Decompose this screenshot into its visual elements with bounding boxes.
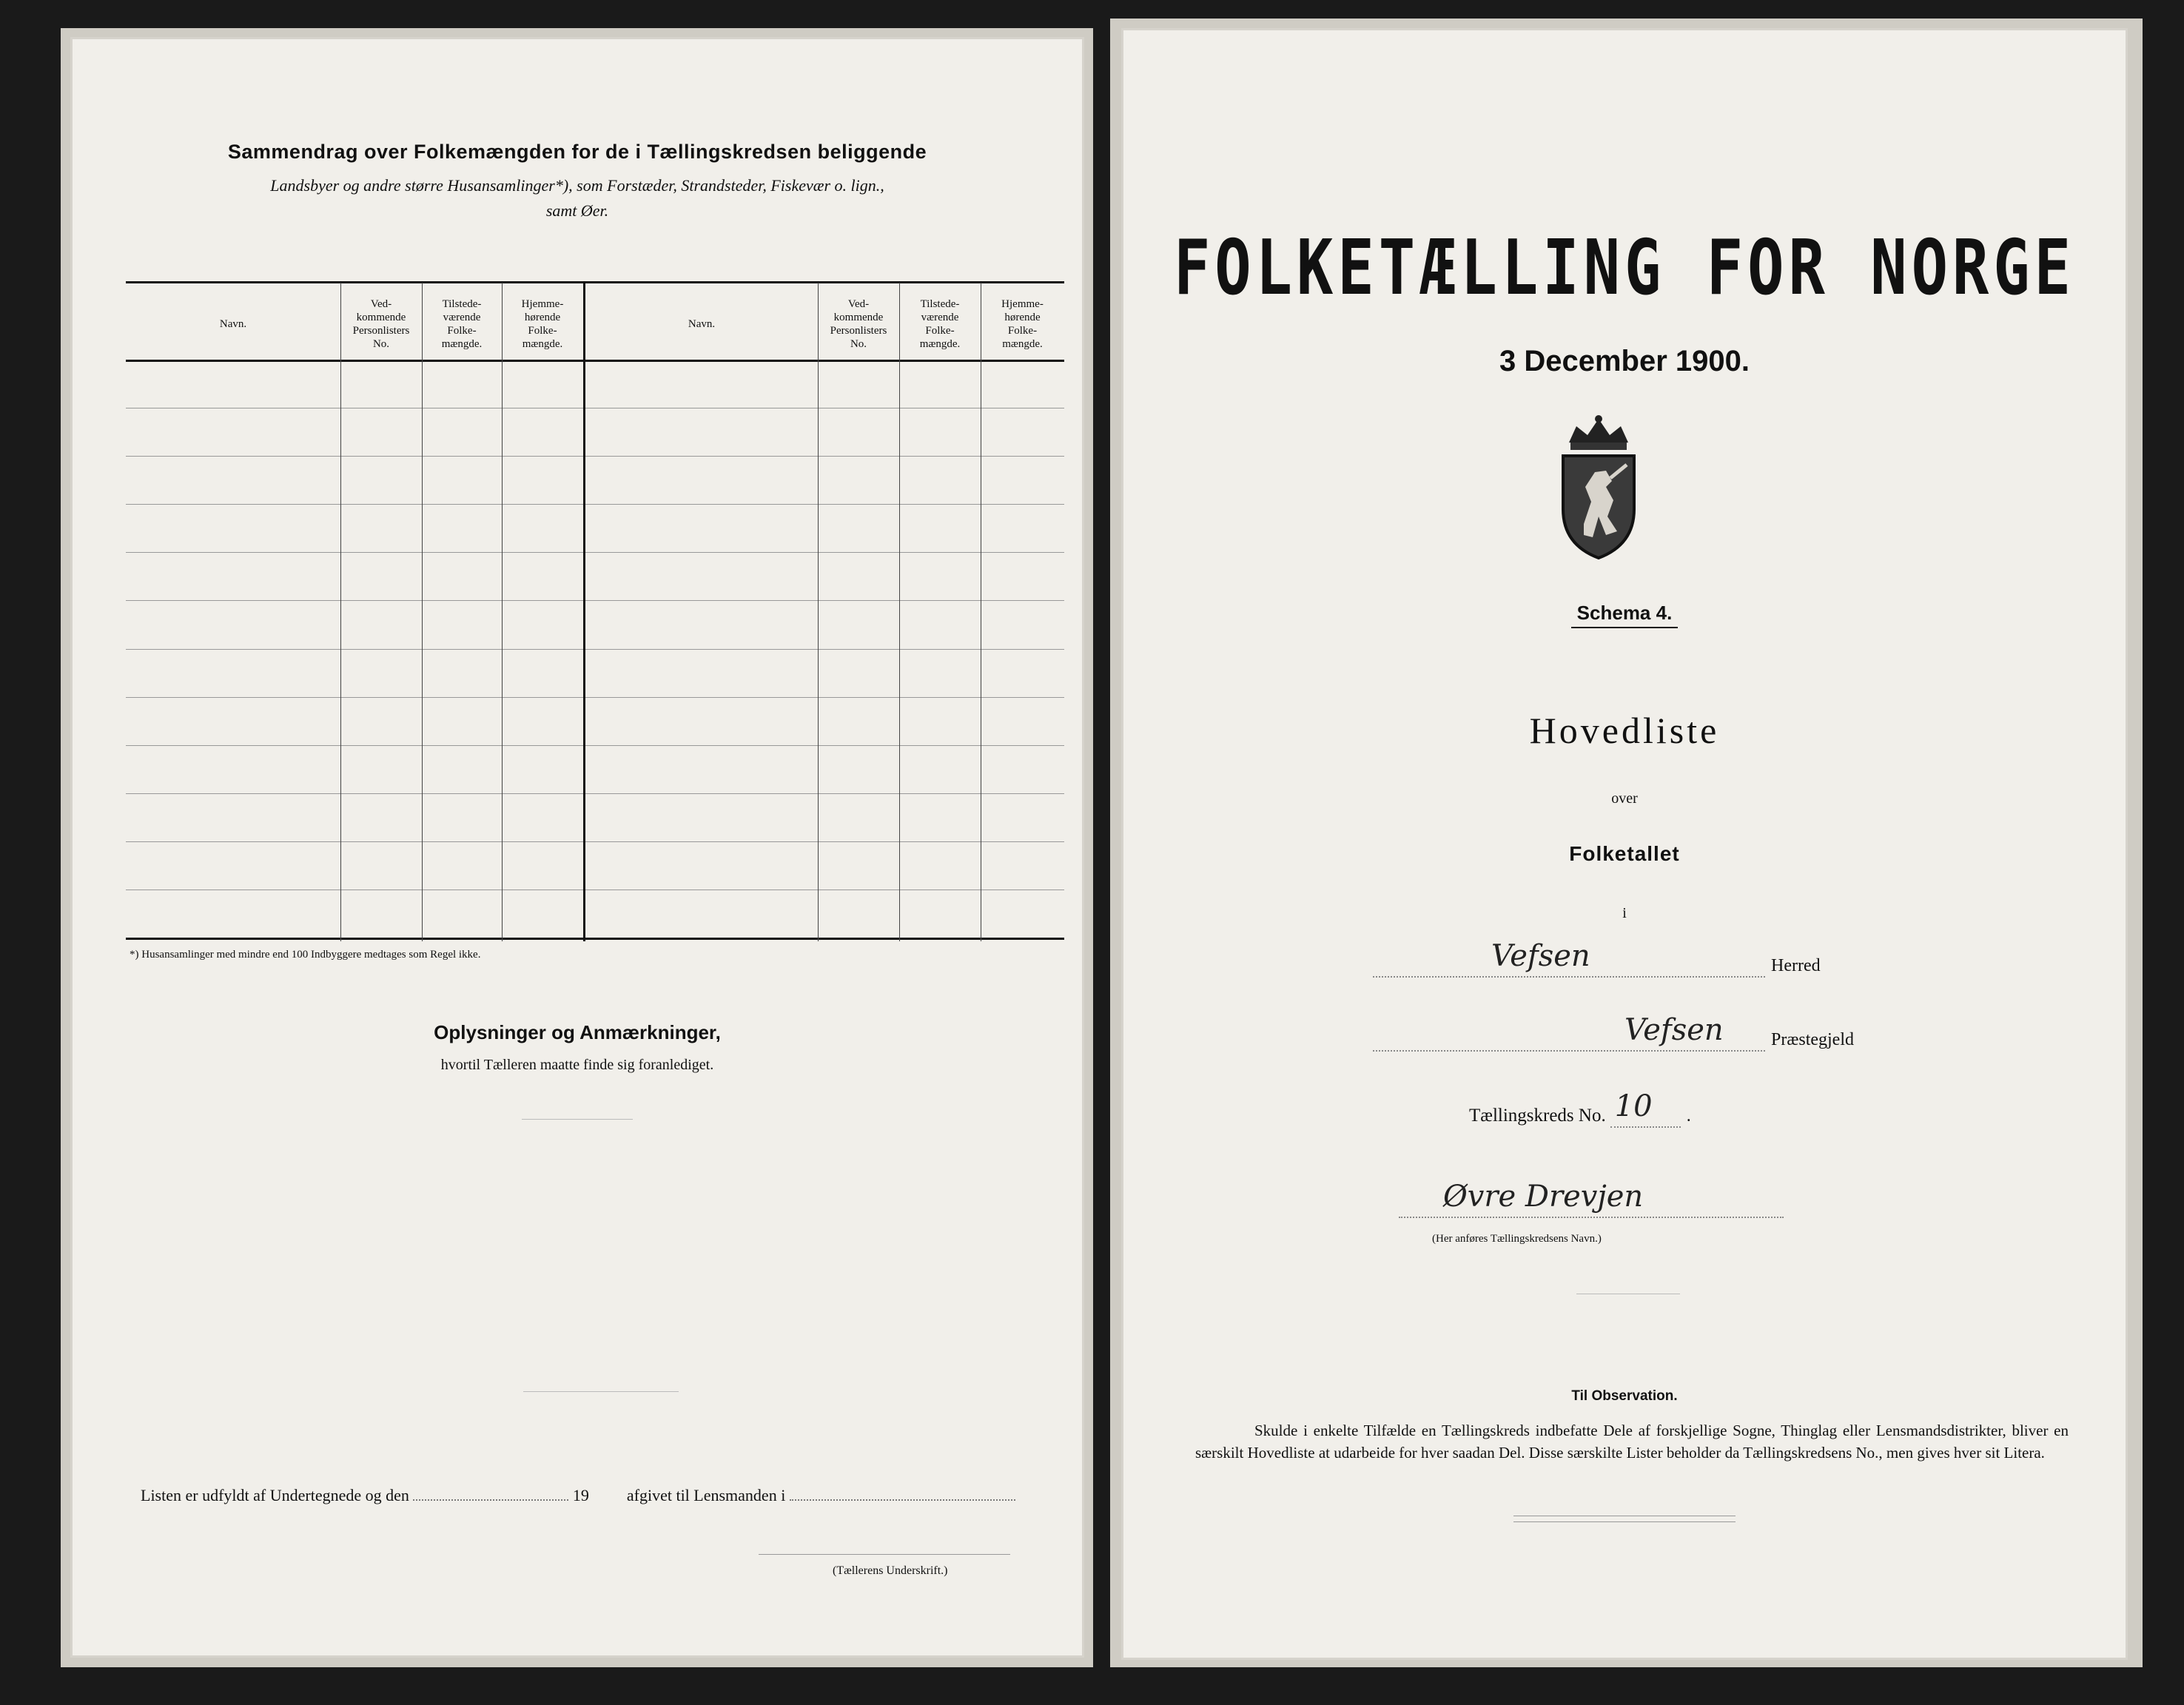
bottom-rule-2 bbox=[1513, 1521, 1736, 1522]
header-list-no-2: Ved- kommende Personlisters No. bbox=[830, 298, 887, 350]
table-row bbox=[126, 552, 1064, 553]
lensmand-field[interactable] bbox=[790, 1486, 1015, 1501]
prestegjeld-row bbox=[1373, 1013, 1854, 1052]
herred-value: Vefsen bbox=[1491, 939, 1590, 973]
header-resident-2: Hjemme- hørende Folke- mængde. bbox=[1001, 298, 1044, 350]
lensmand-text: afgivet til Lensmanden i bbox=[626, 1486, 786, 1504]
remarks-title: Oplysninger og Anmærkninger, bbox=[434, 1021, 721, 1043]
schema-number: Schema 4. bbox=[1121, 602, 2128, 625]
main-list-heading: Hovedliste bbox=[1529, 710, 1720, 751]
header-name-2: Navn. bbox=[688, 318, 716, 330]
kreds-suffix: . bbox=[1686, 1106, 1691, 1126]
left-page bbox=[70, 37, 1084, 1658]
table-row bbox=[126, 745, 1064, 746]
herred-field[interactable] bbox=[1373, 939, 1765, 978]
folketallet-heading: Folketallet bbox=[1569, 842, 1680, 865]
header-name-1: Navn. bbox=[219, 318, 247, 330]
table-row bbox=[126, 649, 1064, 650]
kreds-value: 10 bbox=[1614, 1089, 1653, 1123]
prestegjeld-label: Præstegjeld bbox=[1771, 1030, 1854, 1049]
herred-row bbox=[1373, 939, 1821, 978]
observation-text: Skulde i enkelte Tilfælde en Tællingskreds indbefatte Dele af forskjellige Sogne, Thinglag eller Lensmandsdistrikter, bliver en særskilt Hovedliste at udarbeide for hver saadan Del. Disse særskilte Lister beholder da Tællingskredsens No., men gives hver sit Litera. bbox=[1195, 1422, 2069, 1462]
kreds-name-row bbox=[1399, 1180, 1784, 1218]
prestegjeld-value: Vefsen bbox=[1624, 1013, 1724, 1047]
summary-subtitle-islands: samt Øer. bbox=[545, 201, 609, 220]
remarks-divider bbox=[522, 1119, 633, 1120]
table-row bbox=[126, 697, 1064, 698]
year-prefix: 19 bbox=[572, 1486, 589, 1504]
listen-text: Listen er udfyldt af Undertegnede og den bbox=[141, 1486, 409, 1504]
census-date: 3 December 1900. bbox=[1499, 345, 1750, 377]
i-word: i bbox=[1622, 905, 1627, 921]
listen-completed-line bbox=[141, 1486, 1015, 1505]
summary-subtitle: Landsbyer og andre større Husansamlinger*), som Forstæder, Strandsteder, Fiskevær o. lign., bbox=[270, 176, 884, 195]
prestegjeld-field[interactable] bbox=[1373, 1013, 1765, 1052]
main-title: FOLKETÆLLING FOR NORGE bbox=[1173, 224, 2076, 312]
summary-table bbox=[126, 238, 1064, 941]
header-present-2: Tilstede- værende Folke- mængde. bbox=[919, 298, 961, 350]
kreds-name-value: Øvre Drevjen bbox=[1443, 1180, 1644, 1214]
herred-label: Herred bbox=[1771, 956, 1821, 975]
date-field[interactable] bbox=[413, 1486, 568, 1501]
header-resident-1: Hjemme- hørende Folke- mængde. bbox=[521, 298, 564, 350]
kreds-field[interactable] bbox=[1610, 1089, 1681, 1128]
summary-title: Sammendrag over Folkemængden for de i Tællingskredsen beliggende bbox=[227, 141, 927, 163]
kreds-label: Tællingskreds No. bbox=[1469, 1106, 1606, 1126]
over-word: over bbox=[1611, 790, 1638, 807]
norwegian-lion-crest-icon bbox=[1554, 413, 1643, 561]
signature-note: (Tællerens Underskrift.) bbox=[833, 1564, 948, 1577]
bottom-divider bbox=[523, 1391, 679, 1392]
header-present-1: Tilstede- værende Folke- mængde. bbox=[441, 298, 483, 350]
kreds-row bbox=[1469, 1089, 1691, 1128]
table-row bbox=[126, 841, 1064, 842]
kreds-name-hint: (Her anføres Tællingskredsens Navn.) bbox=[1432, 1233, 1602, 1245]
table-row bbox=[126, 793, 1064, 794]
table-row bbox=[126, 504, 1064, 505]
remarks-subtitle: hvortil Tælleren maatte finde sig foranlediget. bbox=[440, 1057, 714, 1073]
header-list-no-1: Ved- kommende Personlisters No. bbox=[352, 298, 410, 350]
signature-line[interactable] bbox=[759, 1554, 1010, 1555]
table-footnote: *) Husansamlinger med mindre end 100 Indbyggere medtages som Regel ikke. bbox=[130, 949, 481, 961]
right-page bbox=[1121, 28, 2128, 1660]
table-row bbox=[126, 600, 1064, 601]
observation-title: Til Observation. bbox=[1571, 1388, 1678, 1404]
kreds-name-field[interactable] bbox=[1399, 1180, 1784, 1218]
table-row bbox=[126, 456, 1064, 457]
